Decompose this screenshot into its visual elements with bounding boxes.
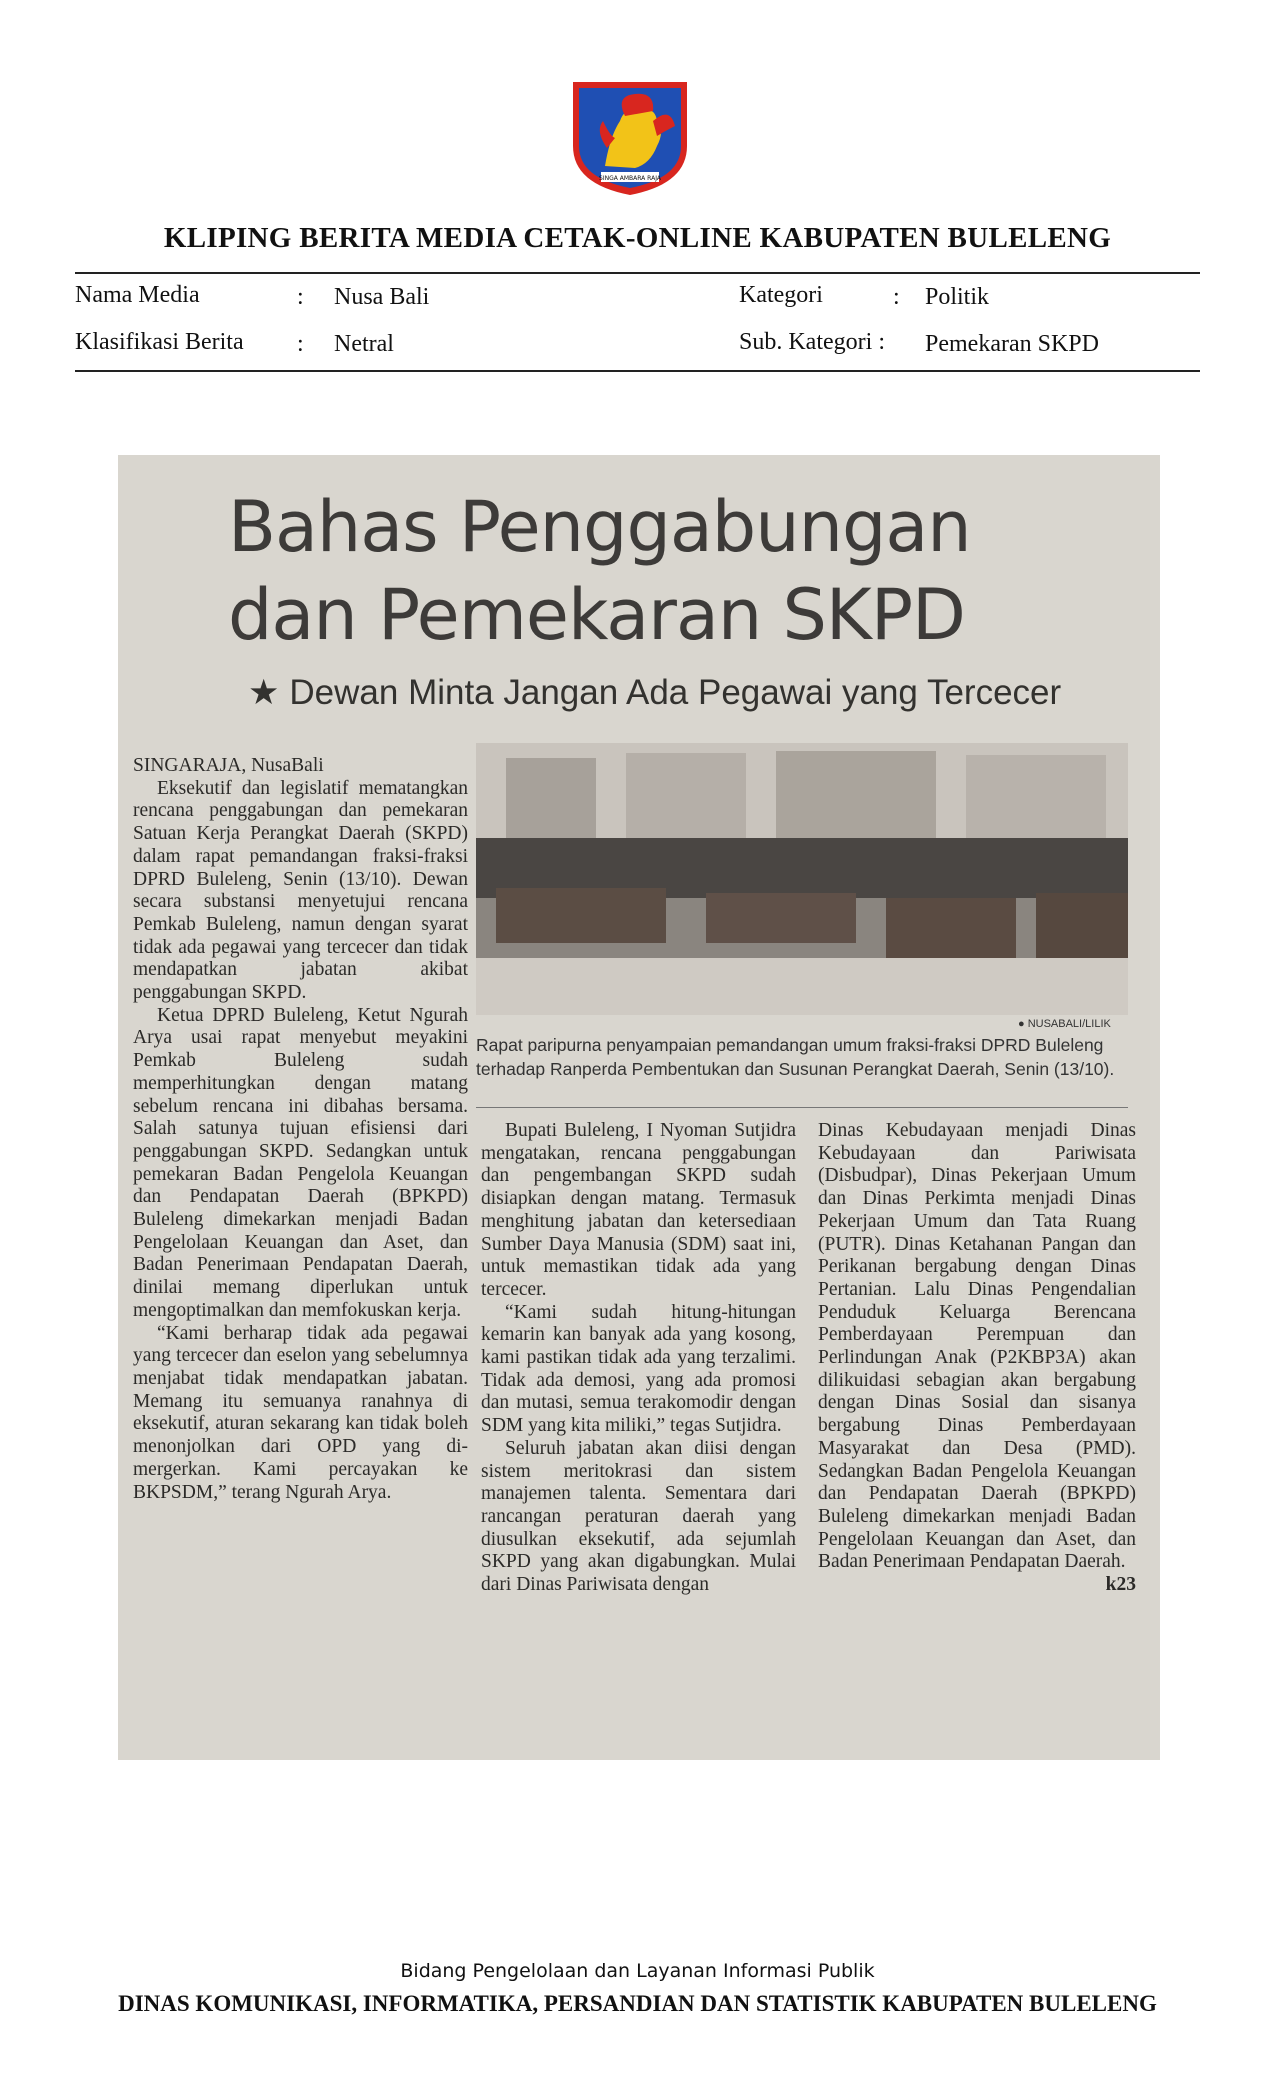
klasifikasi-colon: :: [297, 331, 304, 357]
footer-division: Bidang Pengelolaan dan Layanan Informasi Publik: [400, 1960, 875, 1982]
footer-agency: DINAS KOMUNIKASI, INFORMATIKA, PERSANDIAN DAN STATISTIK KABUPATEN BULELENG: [118, 1991, 1157, 2016]
nama-media-colon: :: [297, 284, 304, 310]
photo-credit: ● NUSABALI/LILIK: [1018, 1018, 1111, 1030]
article-subheadline: [248, 673, 1148, 713]
article-photo: [476, 743, 1128, 1015]
kategori-value: Politik: [925, 284, 990, 310]
header-rule-bottom: [75, 370, 1200, 372]
headline-line-2: dan Pemekaran SKPD: [228, 574, 965, 656]
sub-kategori-label: Sub. Kategori :: [739, 329, 885, 355]
col2-paragraph-3: Seluruh jabatan akan diisi dengan sistem meritokrasi dan sistem manajemen talenta. Sementara dari rancangan peraturan daerah yang diusulkan eksekutif, ada sejumlah SKPD yang akan digabungkan. Mulai dari Dinas Pariwisata dengan: [481, 1437, 796, 1596]
caption-rule: [476, 1107, 1128, 1108]
photo-caption: Rapat paripurna penyampaian pemandangan umum fraksi-fraksi DPRD Buleleng terhadap Ranperda Pembentukan dan Susunan Perangkat Daerah, Senin (13/10).: [476, 1035, 1115, 1079]
document-title: KLIPING BERITA MEDIA CETAK-ONLINE KABUPATEN BULELENG: [163, 222, 1112, 254]
regency-logo: [565, 76, 695, 198]
klasifikasi-label: Klasifikasi Berita: [75, 329, 244, 355]
nama-media-label: Nama Media: [75, 282, 200, 308]
col2-paragraph-1: Bupati Buleleng, I Nyoman Sutjidra mengatakan, rencana penggabungan dan pengembangan SKPD sudah disiapkan dengan matang. Termasuk menghitung jabatan dan ketersediaan Sumber Daya Manusia (SDM) saat ini, untuk memastikan tidak ada yang tercecer.: [481, 1120, 796, 1300]
article-dateline: SINGARAJA, NusaBali: [133, 755, 324, 776]
article-column-3: [818, 1120, 1136, 1597]
col1-paragraph-1: Eksekutif dan legislatif mematangkan rencana penggabungan dan pemekaran Satuan Kerja Perangkat Daerah (SKPD) dalam rapat pemandangan fraksi-fraksi DPRD Buleleng, Senin (13/10). Dewan secara substansi menyetujui rencana Pemkab Buleleng, namun dengan syarat tidak ada pegawai yang tercecer dan tidak mendapatkan jabatan akibat penggabungan SKPD.: [133, 777, 468, 1004]
article-signoff: k23: [1105, 1574, 1136, 1596]
newspaper-clipping: [118, 455, 1160, 1760]
klasifikasi-value: Netral: [334, 331, 394, 357]
subheadline-text: Dewan Minta Jangan Ada Pegawai yang Tercecer: [289, 673, 1062, 712]
col1-paragraph-2: Ketua DPRD Buleleng, Ketut Ngurah Arya usai rapat menyebut meyakini Pemkab Buleleng sudah memperhitungkan dengan matang sebelum rencana ini dibahas bersama. Salah satunya tujuan efisiensi dari penggabungan SKPD. Sedangkan untuk pemekaran Badan Pengelola Keuangan dan Pendapatan Daerah (BPKPD) Buleleng dimekarkan menjadi Badan Pengelolaan Keuangan dan Aset, dan Badan Penerimaan Pendapatan Daerah, dinilai memang diperlukan untuk mengoptimalkan dan memfokuskan kerja.: [133, 1004, 468, 1321]
headline-line-1: Bahas Penggabungan: [228, 486, 971, 568]
kategori-label: Kategori: [739, 282, 823, 308]
col3-paragraph-1: Dinas Kebudayaan menjadi Dinas Kebudayaan dan Pariwisata (Disbudpar), Dinas Pekerjaan Umum dan Dinas Perkimta menjadi Dinas Pekerjaan Umum dan Tata Ruang (PUTR). Dinas Ketahanan Pangan dan Perikanan bergabung dengan Dinas Pertanian. Lalu Dinas Pengendalian Penduduk Keluarga Berencana Pemberdayaan Perempuan dan Perlindungan Anak (P2KBP3A) akan dilikuidasi sebagian akan bergabung dengan Dinas Sosial dan sisanya bergabung Dinas Pemberdayaan Masyarakat dan Desa (PMD). Sedangkan Badan Pengelola Keuangan dan Pendapatan Daerah (BPKPD) Buleleng dimekarkan menjadi Badan Pengelolaan Keuangan dan Aset, dan Badan Penerimaan Pendapatan Daerah.: [818, 1120, 1136, 1573]
article-headline: [228, 483, 1128, 659]
star-icon: ★: [248, 673, 280, 712]
col1-paragraph-3: “Kami berharap tidak ada pegawai yang tercecer dan eselon yang sebelumnya menjabat tidak mendapatkan jabatan. Memang itu semuanya ranahnya di eksekutif, aturan sekarang kan tidak boleh menonjolkan dari OPD yang di-mergerkan. Kami percayakan ke BKPSDM,” terang Ngurah Arya.: [133, 1322, 468, 1503]
logo-motto: SINGA AMBARA RAJA: [599, 175, 661, 182]
nama-media-value: Nusa Bali: [334, 284, 430, 310]
article-column-2: [481, 1120, 796, 1597]
kategori-colon: :: [893, 284, 900, 310]
col2-paragraph-2: “Kami sudah hitung-hitungan kemarin kan banyak ada yang kosong, kami pastikan tidak ada yang terzalimi. Tidak ada demosi, yang ada promosi dan mutasi, semua terakomodir dengan SDM yang kita miliki,” tegas Sutjidra.: [481, 1301, 796, 1437]
header-rule-top: [75, 272, 1200, 274]
article-column-1: [133, 755, 468, 1504]
sub-kategori-value: Pemekaran SKPD: [925, 331, 1099, 357]
